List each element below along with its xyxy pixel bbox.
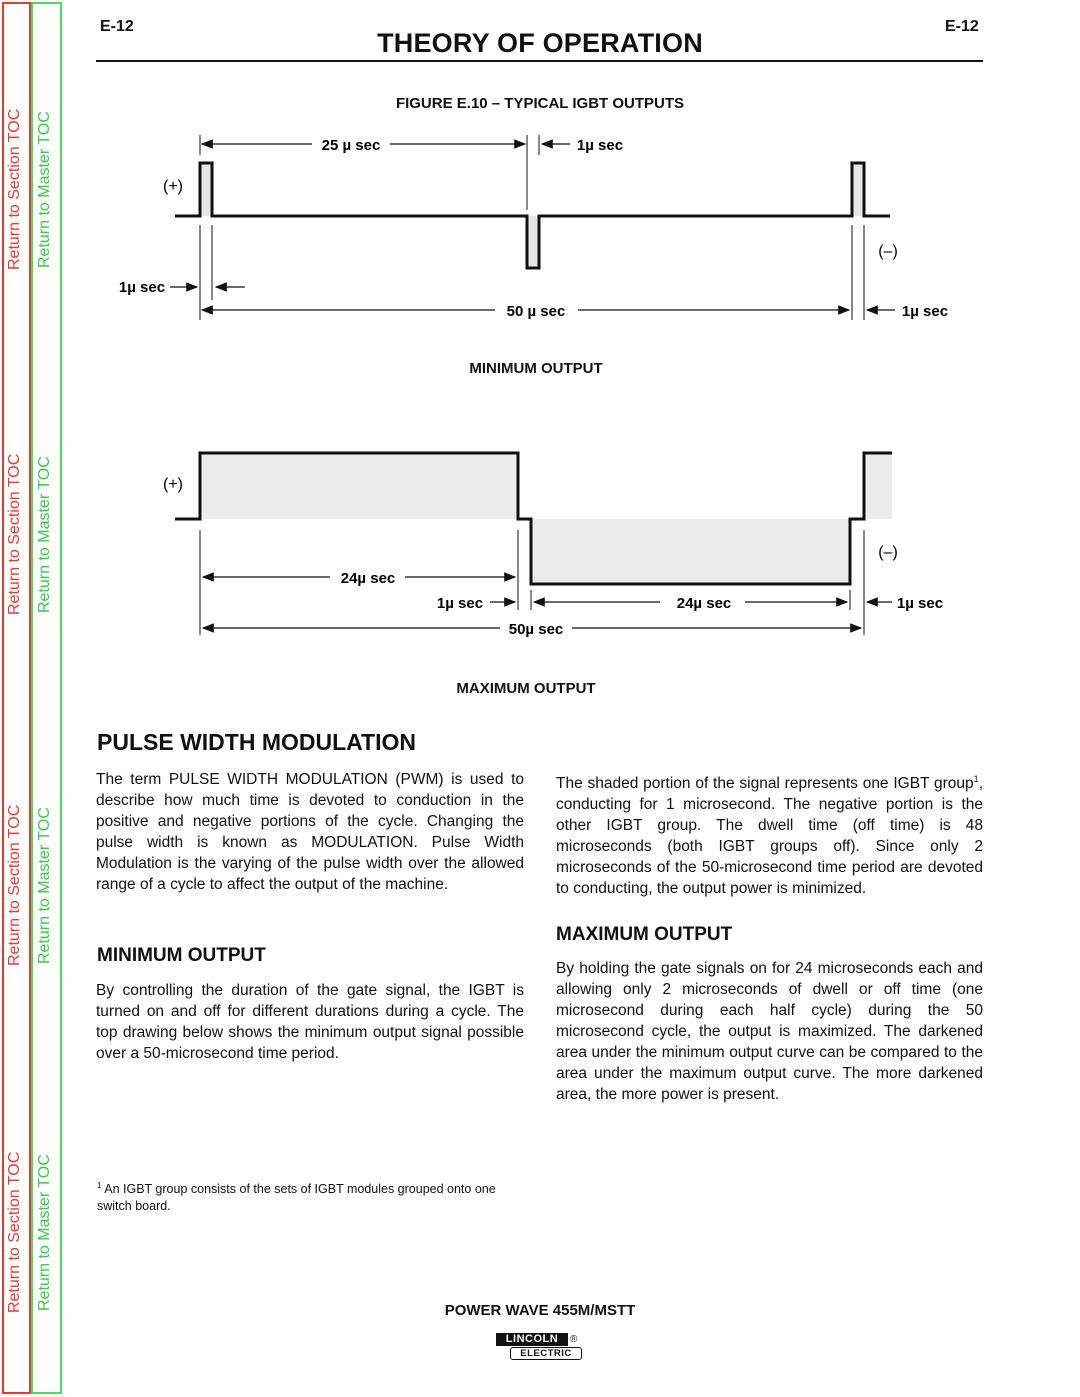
header-rule: [96, 60, 983, 62]
return-to-master-toc-link[interactable]: Return to Master TOC: [36, 111, 53, 268]
lincoln-electric-logo: [496, 1333, 586, 1363]
product-name: POWER WAVE 455M/MSTT: [444, 1302, 636, 1319]
positive-pulse-shade-2: [852, 163, 864, 216]
logo-top: LINCOLN: [496, 1333, 568, 1346]
positive-pulse-shade: [200, 453, 519, 519]
plus-sign: (+): [163, 178, 183, 195]
label-1us-right: 1µ sec: [901, 303, 949, 320]
return-to-section-toc-link[interactable]: Return to Section TOC: [6, 1151, 23, 1313]
pwm-heading: PULSE WIDTH MODULATION: [97, 729, 416, 755]
label-1us-left: 1µ sec: [118, 279, 166, 296]
maximum-output-paragraph: By holding the gate signals on for 24 microseconds each and allowing only 2 microseconds of dwell or off time (one microsecond during each half cycle) during the 50 microsecond cycle, the output is maximized. The darkened area under the minimum output curve can be compared to the area under the maximum output curve. The more darkened area, the more power is present.: [556, 960, 983, 1103]
page-code-left: E-12: [100, 18, 134, 35]
label-50us: 50 µ sec: [506, 303, 566, 320]
figure-title: FIGURE E.10 – TYPICAL IGBT OUTPUTS: [395, 95, 685, 112]
page-code-right: E-12: [945, 18, 979, 35]
logo-registered: ®: [570, 1334, 578, 1345]
label-24us-b: 24µ sec: [676, 595, 732, 612]
footnote-text: An IGBT group consists of the sets of IGBT modules grouped onto one switch board.: [97, 1182, 496, 1214]
minus-sign: (–): [878, 243, 898, 260]
maximum-output-caption: MAXIMUM OUTPUT: [456, 680, 596, 697]
footnote-ref: 1: [973, 774, 979, 784]
label-24us-a: 24µ sec: [340, 570, 396, 587]
positive-pulse-shade-2: [864, 453, 892, 519]
negative-pulse-shade: [530, 519, 851, 584]
positive-pulse-shade: [201, 163, 212, 216]
pwm-intro-paragraph: The term PULSE WIDTH MODULATION (PWM) is used to describe how much time is devoted to conduction in the positive and negative portions of the cycle. Changing the pulse width is known as MODULATION. Pulse Width Modulation is the varying of the pulse width over the allowed range of a cycle to affect the output of the machine.: [96, 771, 524, 893]
negative-pulse-shade: [527, 216, 538, 267]
return-to-master-toc-link[interactable]: Return to Master TOC: [36, 456, 53, 613]
shaded-text-b: , conducting for 1 microsecond. The negative portion is the other IGBT group. The dwell time (off time) is 48 microseconds (both IGBT groups off). Since only 2 microseconds of the 50-microsecond time period are devoted to conducting, the output power is minimized.: [556, 775, 983, 898]
minimum-output-paragraph: By controlling the duration of the gate signal, the IGBT is turned on and off for different durations during a cycle. The top drawing below shows the minimum output signal possible over a 50-microsecond time period.: [96, 982, 524, 1062]
footnote-mark: 1: [97, 1181, 102, 1190]
minimum-output-caption: MINIMUM OUTPUT: [469, 360, 603, 377]
shaded-text-a: The shaded portion of the signal represents one IGBT group: [556, 775, 974, 793]
label-25us: 25 µ sec: [321, 137, 381, 154]
return-to-master-toc-link[interactable]: Return to Master TOC: [36, 1154, 53, 1311]
minus-sign: (–): [878, 544, 898, 561]
label-1us-top: 1µ sec: [576, 137, 624, 154]
minimum-output-waveform: [100, 125, 980, 375]
footnote: [97, 1177, 525, 1215]
label-1us-b: 1µ sec: [896, 595, 944, 612]
return-to-section-toc-link[interactable]: Return to Section TOC: [6, 804, 23, 966]
minimum-output-heading: MINIMUM OUTPUT: [97, 945, 266, 966]
return-to-master-toc-link[interactable]: Return to Master TOC: [36, 807, 53, 964]
shaded-portion-paragraph: [556, 769, 983, 899]
label-50us: 50µ sec: [508, 621, 564, 638]
plus-sign: (+): [163, 476, 183, 493]
return-to-section-toc-link[interactable]: Return to Section TOC: [6, 108, 23, 270]
maximum-output-waveform: [100, 440, 980, 650]
return-to-section-toc-link[interactable]: Return to Section TOC: [6, 453, 23, 615]
page-title: THEORY OF OPERATION: [377, 28, 703, 58]
maximum-output-heading: MAXIMUM OUTPUT: [556, 924, 733, 945]
logo-bottom: ELECTRIC: [510, 1347, 582, 1360]
label-1us-a: 1µ sec: [436, 595, 484, 612]
